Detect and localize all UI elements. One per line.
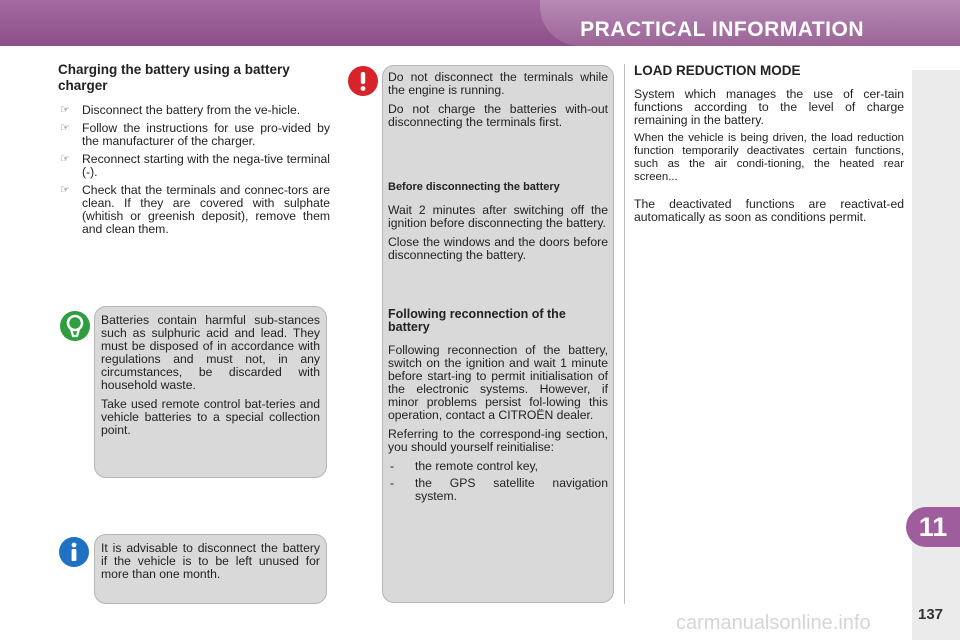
list-item [58,104,330,117]
load-reduction-text: The deactivated functions are reactivat-ed automatically as soon as conditions permit. [634,197,904,224]
reinitialise-item-text: the remote control key, [415,459,539,473]
pointing-hand-bullet-icon: ☞ [60,153,70,165]
info-note-box [94,534,327,604]
list-item: - the GPS satellite navigation system. [390,476,608,503]
warning-note-box [382,65,614,603]
warning-text: Referring to the correspond-ing section, you should yourself reinitialise: [388,427,608,454]
step-text: Reconnect starting with the nega-tive terminal (-). [82,152,330,179]
charging-steps-list [58,104,330,236]
page-number: 137 [918,606,944,623]
info-note-text: It is advisable to disconnect the battery if the vehicle is to be left unused for more than one month. [101,541,320,581]
charging-heading: Charging the battery using a battery charger [58,62,290,93]
warning-text: Do not disconnect the terminals while the engine is running. [388,70,608,97]
load-reduction-section [634,63,904,229]
step-text: Follow the instructions for use pro-vided by the manufacturer of the charger. [82,121,330,148]
watermark: carmanualsonline.info [676,612,871,634]
following-reconnection-heading: Following reconnection of the battery [388,307,566,334]
reinitialise-item-text: the GPS satellite navigation system. [415,476,608,503]
warning-text: Following reconnection of the battery, switch on the ignition and wait 1 minute before start-ing to permit initialisation of the electronic systems. However, if minor problems persist fol-lowing this operation, contact a CITROËN dealer. [388,343,608,422]
list-item [58,184,330,236]
pointing-hand-bullet-icon: ☞ [60,122,70,134]
warning-text: Do not charge the batteries with-out disconnecting the terminals first. [388,102,608,129]
environment-note-text: Batteries contain harmful sub-stances such as sulphuric acid and lead. They must be disposed of in accordance with regulations and must not, in any circumstances, be discarded with household waste. [101,313,320,392]
info-icon [59,537,89,567]
load-reduction-text: System which manages the use of cer-tain functions according to the level of charge remaining in the battery. [634,87,904,127]
environment-note-box [94,306,327,478]
warning-text: Close the windows and the doors before disconnecting the battery. [388,235,608,262]
environment-note-text: Take used remote control bat-teries and vehicle batteries to a special collection point. [101,397,320,437]
list-item: - the remote control key, [390,459,539,473]
warning-exclamation-icon [348,66,378,96]
list-item [58,153,330,179]
step-text: Disconnect the battery from the ve-hicle. [82,103,301,117]
load-reduction-heading: LOAD REDUCTION MODE [634,63,801,78]
before-disconnecting-heading: Before disconnecting the battery [388,181,560,193]
charging-section [58,62,330,241]
pointing-hand-bullet-icon: ☞ [60,184,70,196]
page-title: PRACTICAL INFORMATION [580,18,864,41]
warning-text: Wait 2 minutes after switching off the ignition before disconnecting the battery. [388,203,608,230]
chapter-margin-strip [912,70,960,640]
chapter-number-tab: 11 [906,507,960,547]
recycle-environment-icon [60,311,90,341]
list-item [58,122,330,148]
step-text: Check that the terminals and connec-tors are clean. If they are covered with sulphate (whitish or greenish deposit), remove them and clean them. [82,183,330,236]
pointing-hand-bullet-icon: ☞ [60,104,70,116]
load-reduction-text: When the vehicle is being driven, the load reduction function temporarily deactivates certain functions, such as the air condi-tioning, the heated rear screen... [634,132,904,183]
column-divider [624,64,625,604]
